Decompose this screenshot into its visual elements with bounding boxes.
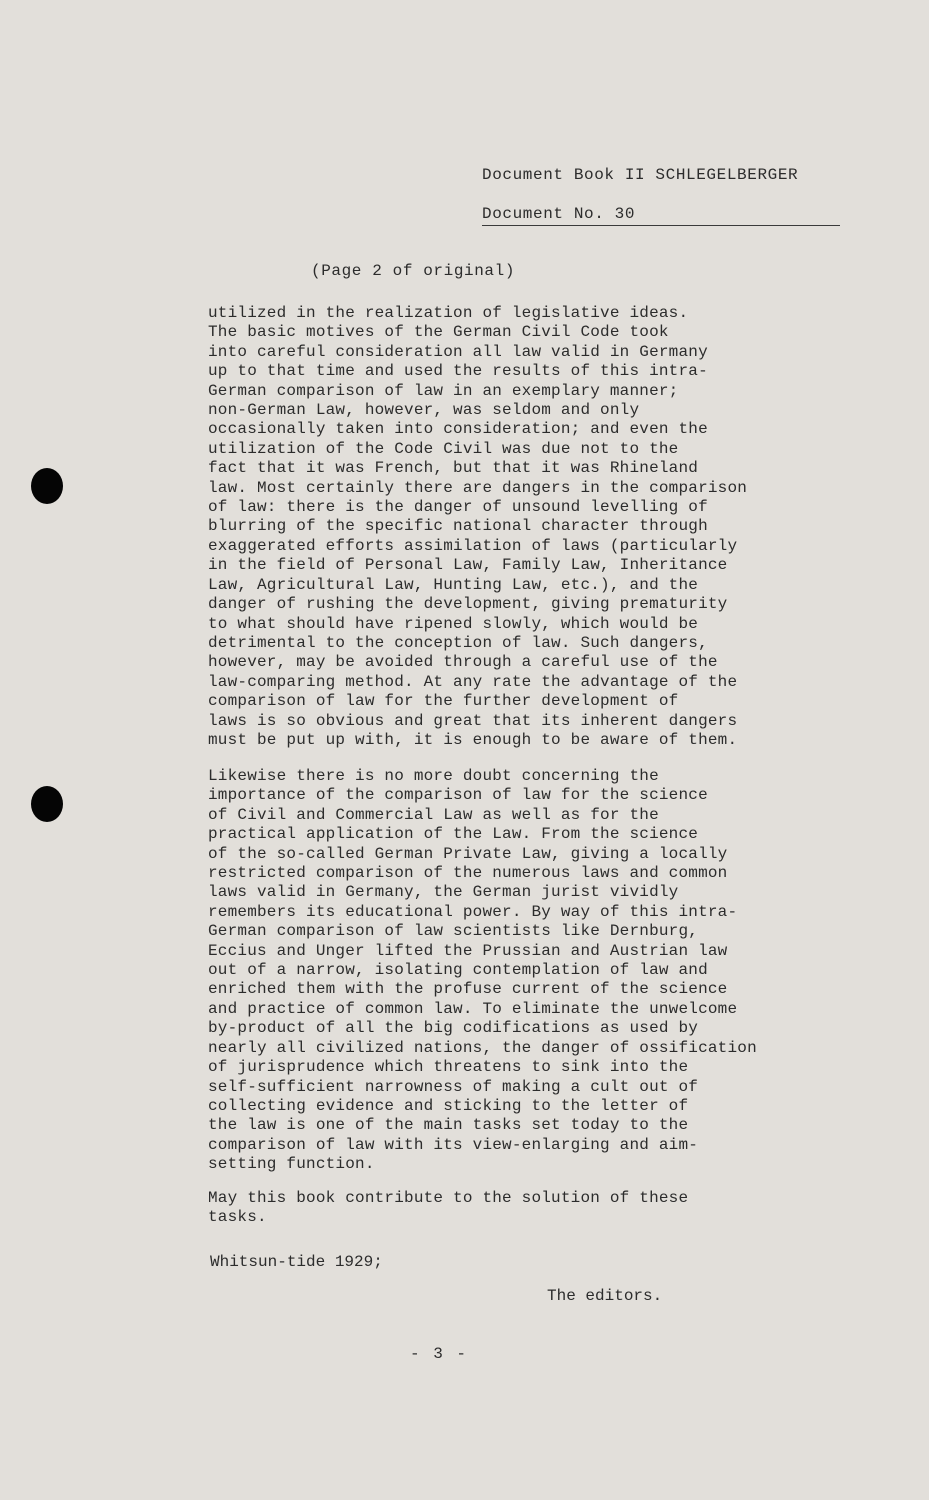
text-line: law-comparing method. At any rate the advantage of the xyxy=(208,672,738,691)
text-line: law. Most certainly there are dangers in the comparison xyxy=(208,478,748,497)
text-line: non-German Law, however, was seldom and only xyxy=(208,401,640,420)
text-line: tasks. xyxy=(208,1208,267,1227)
text-line: laws is so obvious and great that its inherent dangers xyxy=(208,711,738,730)
text-line: remembers its educational power. By way of this intra- xyxy=(208,902,738,921)
document-book-label: Document Book II SCHLEGELBERGER xyxy=(482,166,799,184)
punch-hole-top xyxy=(31,468,63,504)
paragraph-3 xyxy=(208,1189,688,1228)
text-line: blurring of the specific national character through xyxy=(208,517,708,536)
punch-hole-bottom xyxy=(31,786,63,822)
document-number-label: Document No. 30 xyxy=(482,205,636,223)
text-line: self-sufficient narrowness of making a cult out of xyxy=(208,1077,699,1096)
text-line: by-product of all the big codifications as used by xyxy=(208,1019,699,1038)
text-line: German comparison of law scientists like Dernburg, xyxy=(208,922,699,941)
text-line: exaggerated efforts assimilation of laws (particularly xyxy=(208,536,738,555)
text-line: danger of rushing the development, giving prematurity xyxy=(208,595,728,614)
text-line: in the field of Personal Law, Family Law, Inheritance xyxy=(208,556,728,575)
text-line: the law is one of the main tasks set today to the xyxy=(208,1116,689,1135)
text-line: Eccius and Unger lifted the Prussian and Austrian law xyxy=(208,941,728,960)
text-line: May this book contribute to the solution of these xyxy=(208,1189,689,1207)
text-line: of Civil and Commercial Law as well as for the xyxy=(208,805,659,824)
text-line: and practice of common law. To eliminate the unwelcome xyxy=(208,999,738,1018)
text-line: setting function. xyxy=(208,1155,375,1174)
page-number: - 3 - xyxy=(410,1345,469,1363)
text-line: Likewise there is no more doubt concerning the xyxy=(208,767,659,785)
text-line: practical application of the Law. From the science xyxy=(208,825,699,844)
text-line: to what should have ripened slowly, which would be xyxy=(208,614,699,633)
text-line: utilized in the realization of legislative ideas. xyxy=(208,304,689,322)
text-line: enriched them with the profuse current of the science xyxy=(208,980,728,999)
document-number-underline xyxy=(482,225,840,226)
signature-line: The editors. xyxy=(547,1287,663,1305)
text-line: occasionally taken into consideration; and even the xyxy=(208,420,708,439)
text-line: Law, Agricultural Law, Hunting Law, etc.), and the xyxy=(208,575,699,594)
text-line: laws valid in Germany, the German jurist vividly xyxy=(208,883,679,902)
text-line: detrimental to the conception of law. Such dangers, xyxy=(208,633,708,652)
text-line: into careful consideration all law valid in Germany xyxy=(208,342,708,361)
paragraph-2 xyxy=(208,767,757,1175)
text-line: of law: there is the danger of unsound levelling of xyxy=(208,498,708,517)
text-line: nearly all civilized nations, the danger of ossification xyxy=(208,1038,757,1057)
text-line: up to that time and used the results of this intra- xyxy=(208,362,708,381)
date-line: Whitsun-tide 1929; xyxy=(210,1253,383,1271)
text-line: comparison of law with its view-enlarging and aim- xyxy=(208,1135,699,1154)
text-line: The basic motives of the German Civil Code took xyxy=(208,323,669,342)
text-line: however, may be avoided through a careful use of the xyxy=(208,653,718,672)
text-line: fact that it was French, but that it was Rhineland xyxy=(208,459,699,478)
text-line: of the so-called German Private Law, giving a locally xyxy=(208,844,728,863)
text-line: must be put up with, it is enough to be aware of them. xyxy=(208,730,738,749)
paragraph-1 xyxy=(208,304,747,750)
text-line: collecting evidence and sticking to the letter of xyxy=(208,1096,689,1115)
text-line: of jurisprudence which threatens to sink into the xyxy=(208,1058,689,1077)
text-line: importance of the comparison of law for the science xyxy=(208,786,708,805)
text-line: restricted comparison of the numerous laws and common xyxy=(208,864,728,883)
text-line: utilization of the Code Civil was due not to the xyxy=(208,439,679,458)
text-line: comparison of law for the further development of xyxy=(208,692,679,711)
text-line: German comparison of law in an exemplary manner; xyxy=(208,381,679,400)
text-line: out of a narrow, isolating contemplation of law and xyxy=(208,961,708,980)
page-of-original-note: (Page 2 of original) xyxy=(311,262,516,280)
